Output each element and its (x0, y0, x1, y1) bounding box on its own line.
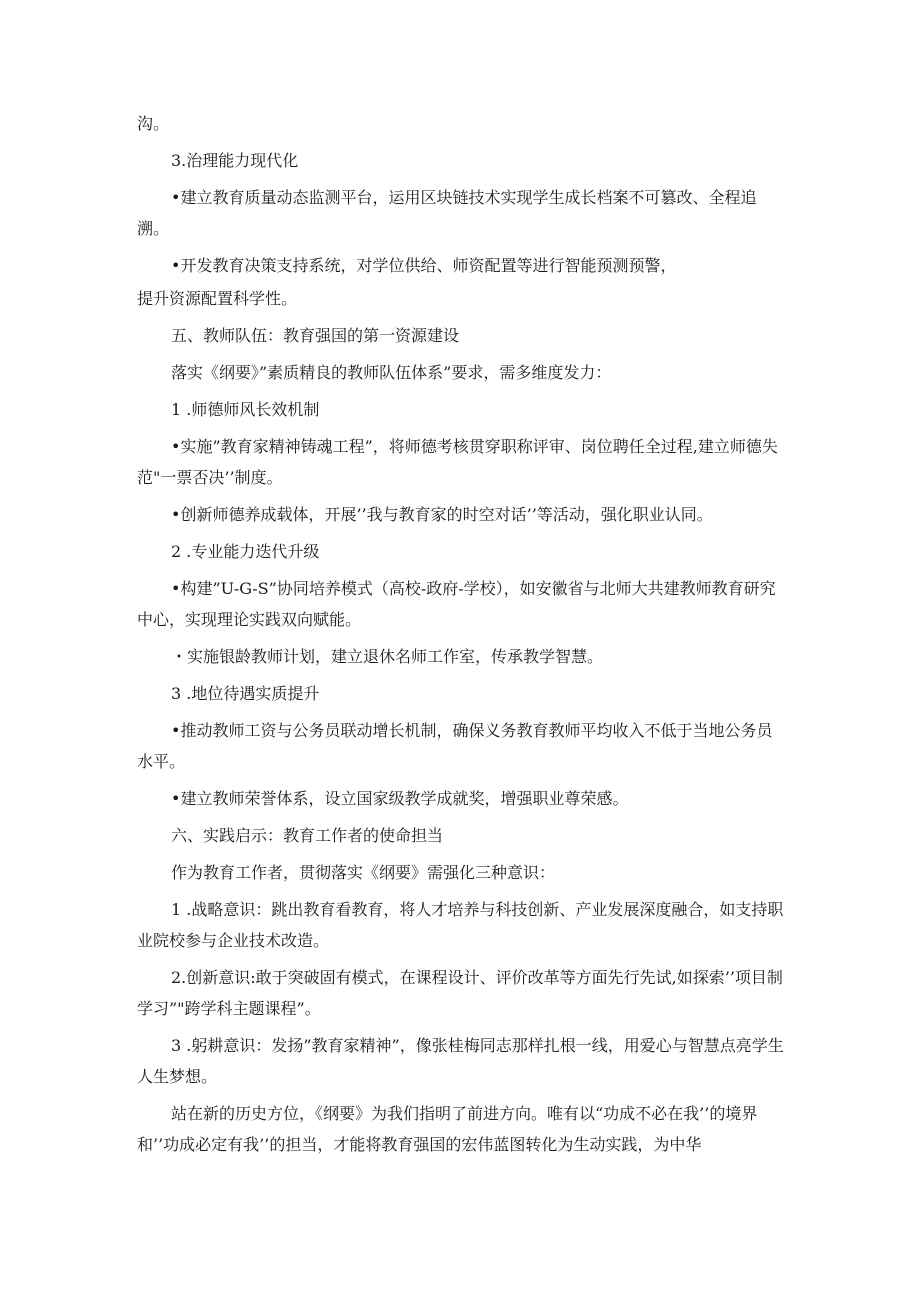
paragraph: 五、教师队伍：教育强国的第一资源建设 (171, 326, 460, 345)
paragraph: 3.治理能力现代化 (171, 151, 299, 170)
paragraph: 提升资源配置科学性。 (137, 289, 298, 308)
paragraph: 2.创新意识:敢于突破固有模式，在课程设计、评价改革等方面先行先试,如探索’’项目制学习”"跨学科主题课程”。 (137, 968, 783, 1018)
paragraph: 落实《纲要》”素质精良的教师队伍体系”要求，需多维度发力： (171, 363, 612, 382)
paragraph: 3 .躬耕意识：发扬”教育家精神”，像张桂梅同志那样扎根一线，用爱心与智慧点亮学生人生梦想。 (137, 1036, 784, 1086)
paragraph: •开发教育决策支持系统，对学位供给、师资配置等进行智能预测预警， (171, 256, 677, 275)
paragraph: •创新师德养成载体，开展’’我与教育家的时空对话’’等活动，强化职业认同。 (171, 505, 713, 524)
paragraph: 沟。 (137, 114, 170, 133)
paragraph: 3 .地位待遇实质提升 (171, 684, 320, 703)
paragraph: 1 .师德师风长效机制 (171, 400, 320, 419)
document-page (137, 108, 787, 1166)
paragraph: 作为教育工作者，贯彻落实《纲要》需强化三种意识： (171, 863, 556, 882)
paragraph: 六、实践启示：教育工作者的使命担当 (171, 826, 444, 845)
paragraph: •推动教师工资与公务员联动增长机制，确保义务教育教师平均收入不低于当地公务员水平。 (137, 721, 773, 771)
paragraph: 1 .战略意识：跳出教育看教育，将人才培养与科技创新、产业发展深度融合，如支持职业院校参与企业技术改造。 (137, 900, 784, 950)
paragraph: 站在新的历史方位，《纲要》为我们指明了前进方向。唯有以“功成不必在我’’的境界和’’功成必定有我’’的担当，才能将教育强国的宏伟蓝图转化为生动实践，为中华 (137, 1104, 758, 1154)
paragraph: 2 .专业能力迭代升级 (171, 542, 320, 561)
paragraph: •构建”U-G-S”协同培养模式（高校-政府-学校），如安徽省与北师大共建教师教育研究中心，实现理论实践双向赋能。 (137, 579, 776, 629)
paragraph: ・实施银龄教师计划，建立退休名师工作室，传承教学智慧。 (171, 647, 604, 666)
paragraph: •实施”教育家精神铸魂工程”，将师德考核贯穿职称评审、岗位聘任全过程,建立师德失范"一票否决’’制度。 (137, 437, 778, 487)
paragraph: •建立教育质量动态监测平台，运用区块链技术实现学生成长档案不可篡改、全程追溯。 (137, 188, 757, 238)
paragraph: •建立教师荣誉体系，设立国家级教学成就奖，增强职业尊荣感。 (171, 789, 629, 808)
